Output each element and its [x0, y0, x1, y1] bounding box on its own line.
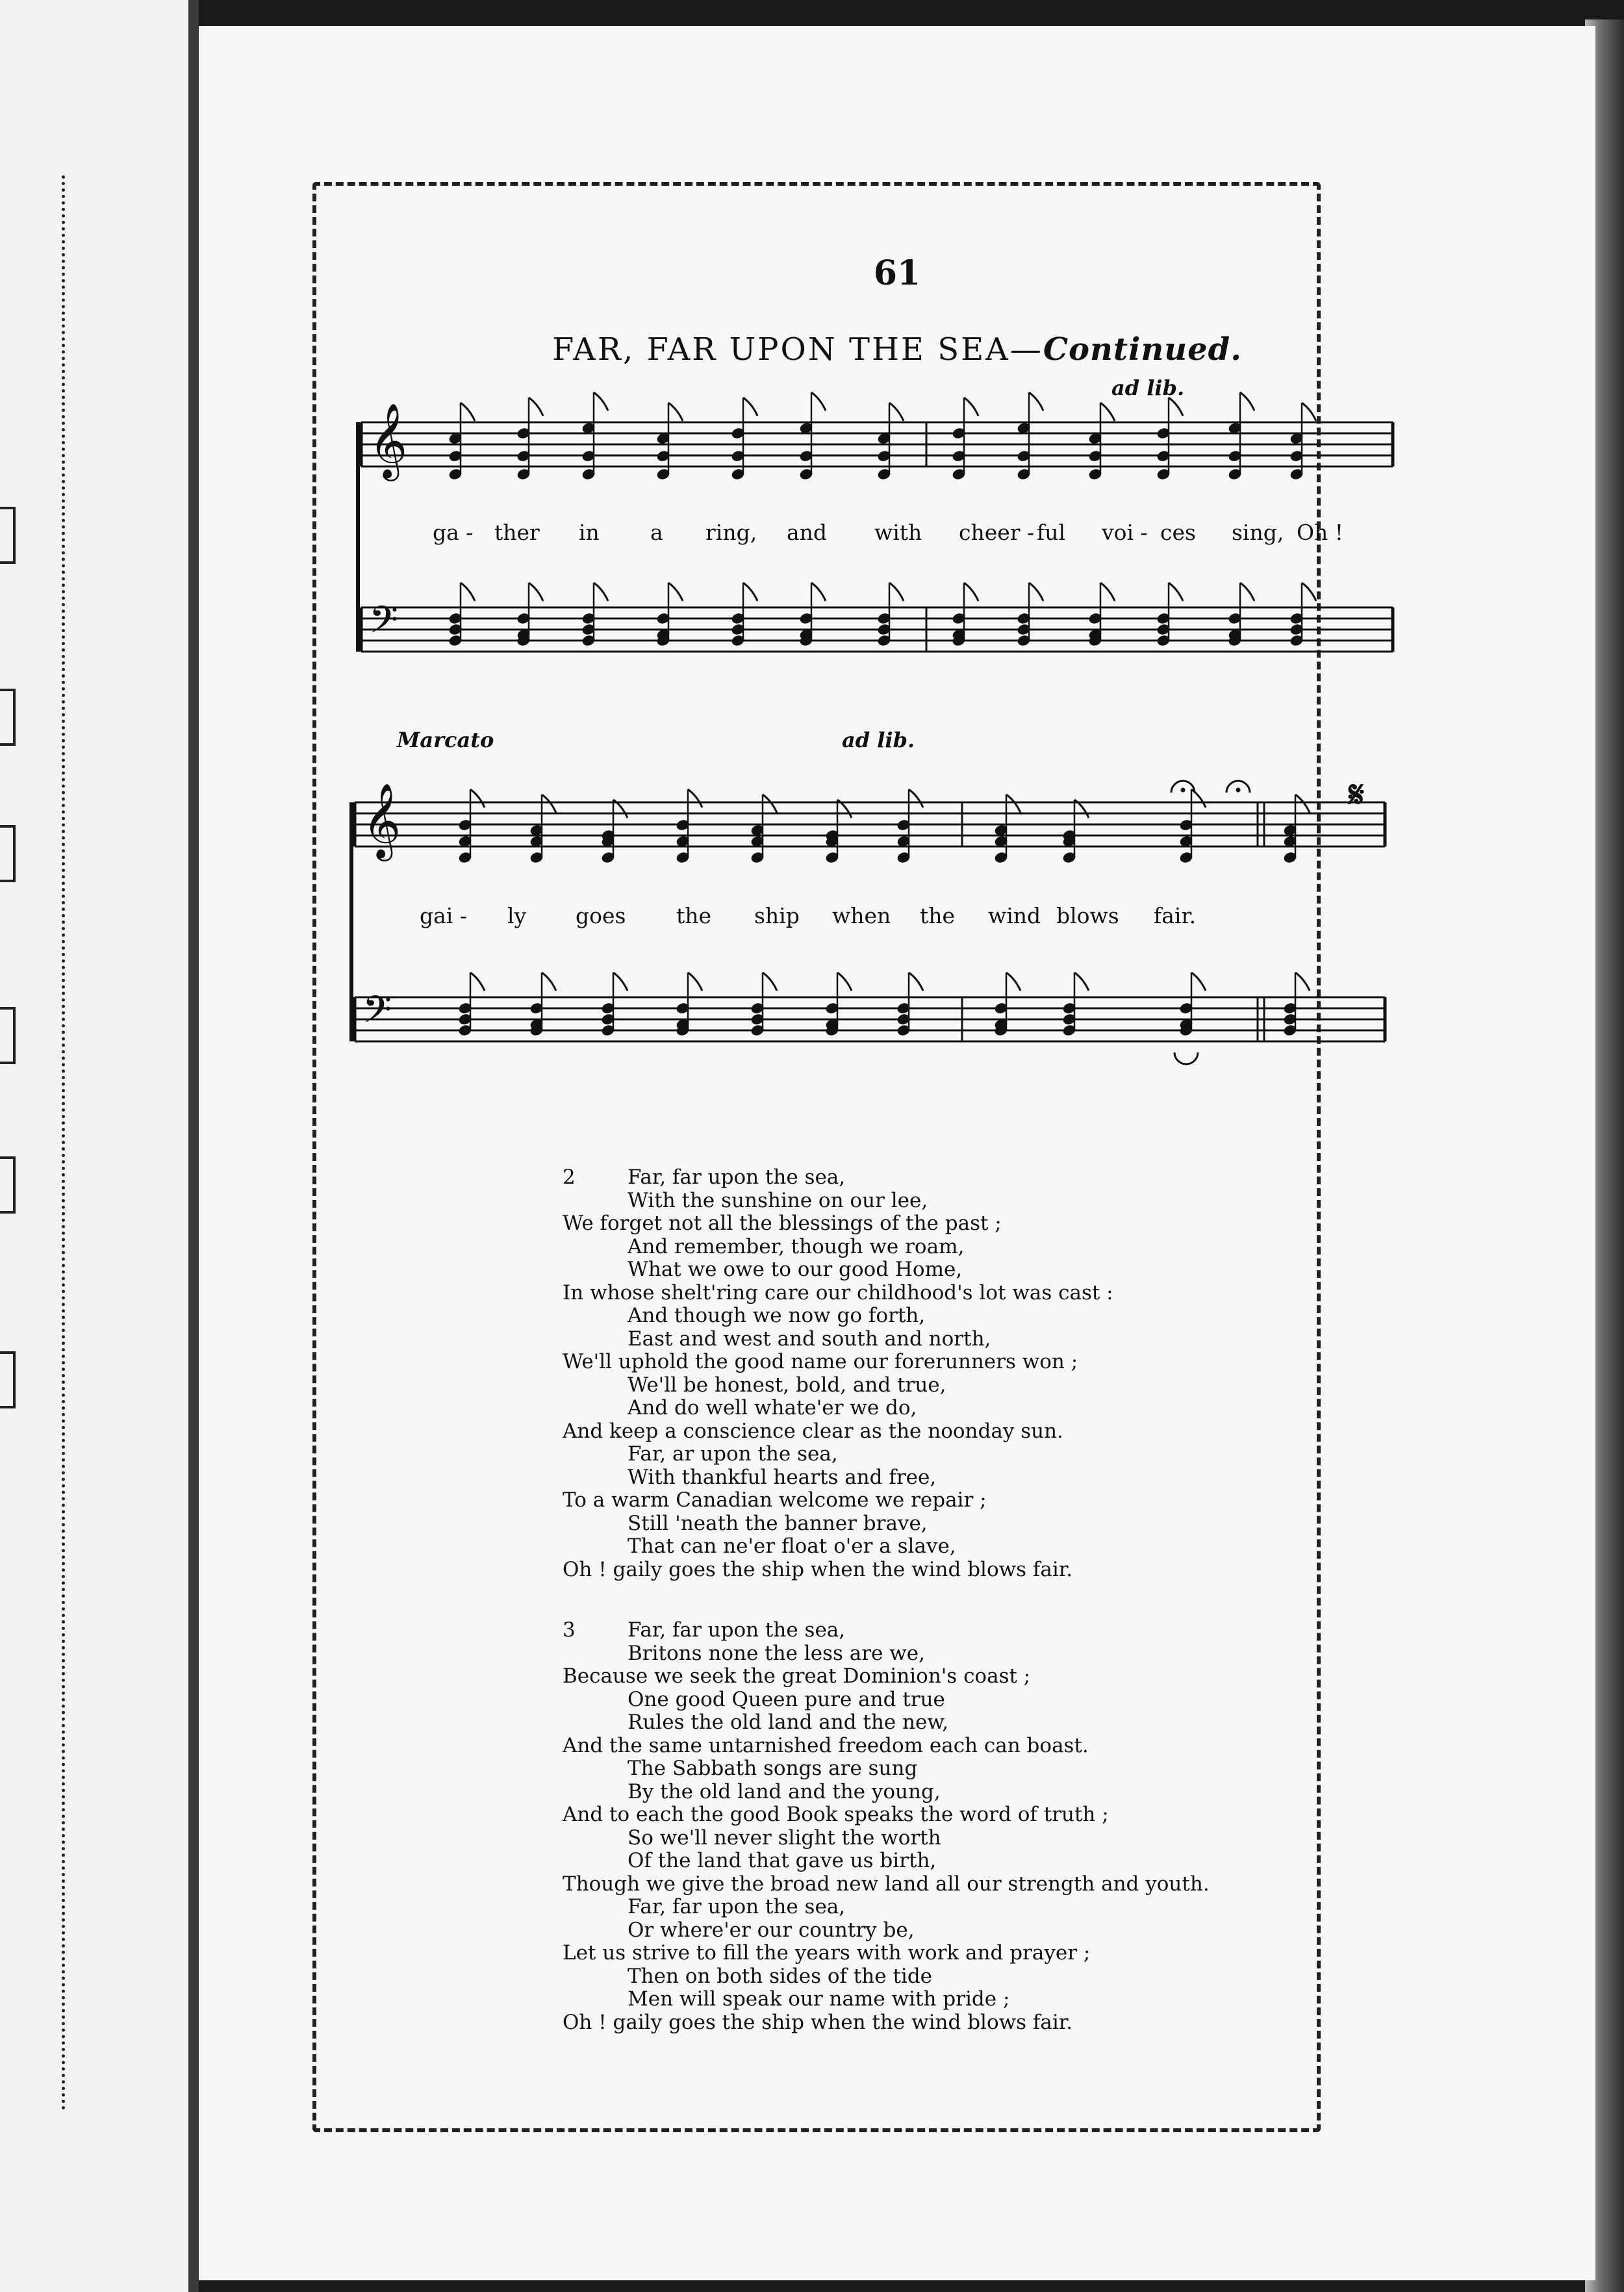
lyric-syllable: goes: [576, 903, 626, 928]
lyric-syllable: sing,: [1232, 520, 1284, 545]
verse-line: What we owe to our good Home,: [628, 1258, 963, 1281]
note-flag: [1191, 973, 1206, 991]
verse-line: And though we now go forth,: [628, 1304, 926, 1327]
note-flag: [1100, 583, 1115, 601]
facing-page-mark: [0, 1351, 16, 1408]
verse-line: Britons none the less are we,: [628, 1641, 925, 1665]
lyric-syllable: ring,: [705, 520, 757, 545]
verse-line: By the old land and the young,: [628, 1779, 941, 1803]
lyric-syllable: ga -: [433, 520, 474, 545]
note-flag: [688, 973, 702, 991]
facing-page-border: [0, 175, 65, 2111]
verses-text: [563, 1166, 1342, 2072]
note-flag: [1100, 403, 1115, 421]
verse-line: Far, far upon the sea,: [628, 1895, 846, 1918]
treble-clef-icon: 𝄞: [362, 782, 401, 858]
note-flag: [743, 583, 757, 601]
note-flag: [1302, 583, 1316, 601]
verse-line: Or where'er our country be,: [628, 1918, 915, 1942]
verse-line: And the same untarnished freedom each can boast.: [563, 1733, 1089, 1757]
lyric-syllable: ly: [507, 903, 527, 928]
verse-stanza: [563, 1166, 1342, 1581]
fermata-dot: [1181, 788, 1185, 792]
note-flag: [461, 403, 475, 421]
verse-line: That can ne'er float o'er a slave,: [628, 1534, 956, 1558]
verse-line: East and west and south and north,: [628, 1327, 991, 1351]
verse-line: Still 'neath the banner brave,: [628, 1511, 928, 1535]
verse-line: And keep a conscience clear as the noonday sun.: [563, 1419, 1063, 1443]
page-number: 61: [873, 253, 921, 293]
verse-line: Men will speak our name with pride ;: [628, 1987, 1010, 2011]
lyric-syllable: ces: [1160, 520, 1196, 545]
note-flag: [1191, 789, 1206, 808]
lyric-syllable: when: [832, 903, 891, 928]
title-dash: —: [1009, 331, 1043, 368]
verse-line: One good Queen pure and true: [628, 1687, 945, 1711]
verse-line: And do well whate'er we do,: [628, 1396, 917, 1420]
verse-line: Though we give the broad new land all our strength and youth.: [563, 1872, 1210, 1896]
verse-line: And remember, though we roam,: [628, 1234, 965, 1258]
note-flag: [1169, 583, 1183, 601]
lyric-syllable: blows: [1056, 903, 1119, 928]
note-flag: [542, 973, 556, 991]
note-flag: [529, 398, 543, 416]
verse-line: To a warm Canadian welcome we repair ;: [563, 1488, 987, 1512]
verse-line: Far, ar upon the sea,: [628, 1442, 838, 1466]
note-flag: [889, 403, 904, 421]
verse-line: With the sunshine on our lee,: [628, 1188, 928, 1212]
note-flag: [1029, 392, 1043, 411]
verse-line: We'll uphold the good name our forerunners won ;: [563, 1350, 1078, 1373]
note-flag: [1074, 973, 1089, 991]
note-flag: [1169, 398, 1183, 416]
verse-number: 2: [563, 1165, 576, 1189]
lyric-syllable: Oh !: [1297, 520, 1344, 545]
facing-page-edge: [0, 0, 192, 2292]
verse-line: Then on both sides of the tide: [628, 1964, 933, 1988]
verse-stanza: [563, 1619, 1342, 2034]
note-flag: [542, 795, 556, 813]
note-flag: [1240, 583, 1254, 601]
note-flag: [688, 789, 702, 808]
verse-line: Of the land that gave us birth,: [628, 1849, 937, 1872]
note-flag: [1240, 392, 1254, 411]
note-flag: [1006, 795, 1021, 813]
fermata-dot: [1236, 788, 1240, 792]
note-flag: [668, 583, 683, 601]
verse-line: Oh ! gaily goes the ship when the wind blows fair.: [563, 1557, 1073, 1581]
fermata-icon: [1174, 1052, 1198, 1064]
ad-lib-direction: ad lib.: [1111, 376, 1185, 400]
note-flag: [837, 973, 852, 991]
verse-line: And to each the good Book speaks the word of truth ;: [563, 1803, 1109, 1826]
note-flag: [909, 789, 923, 808]
facing-page-mark: [0, 1007, 16, 1064]
lyric-syllable: fair.: [1154, 903, 1197, 928]
lyric-syllable: ship: [754, 903, 800, 928]
title-main: FAR, FAR UPON THE SEA: [552, 331, 1010, 368]
note-flag: [461, 583, 475, 601]
note-flag: [1295, 973, 1310, 991]
note-flag: [470, 789, 485, 808]
note-flag: [529, 583, 543, 601]
segno-sign: 𝄋: [1349, 773, 1365, 816]
verse-line: 3 Far, far upon the sea,: [563, 1618, 846, 1642]
note-flag: [909, 973, 923, 991]
lyric-syllable: a: [650, 520, 663, 545]
facing-page-mark: [0, 1156, 16, 1214]
lyric-syllable: the: [676, 903, 712, 928]
note-flag: [811, 392, 826, 411]
note-flag: [763, 795, 777, 813]
facing-page-mark: [0, 507, 16, 564]
note-flag: [811, 583, 826, 601]
lyric-syllable: and: [787, 520, 828, 545]
treble-clef-icon: 𝄞: [369, 402, 408, 478]
note-flag: [1302, 403, 1316, 421]
lyric-syllable: in: [579, 520, 600, 545]
facing-page-mark: [0, 689, 16, 746]
verse-line: We'll be honest, bold, and true,: [628, 1373, 946, 1397]
note-flag: [1029, 583, 1043, 601]
note-flag: [763, 973, 777, 991]
lyric-syllable: gai -: [420, 903, 467, 928]
note-flag: [594, 583, 608, 601]
note-flag: [613, 973, 628, 991]
verse-line: With thankful hearts and free,: [628, 1465, 937, 1489]
staff-notation: [199, 26, 1595, 1130]
verse-number: 3: [563, 1618, 576, 1642]
verse-line: 2 Far, far upon the sea,: [563, 1165, 846, 1189]
verse-line: The Sabbath songs are sung: [628, 1757, 918, 1780]
verse-line: In whose shelt'ring care our childhood's lot was cast :: [563, 1280, 1113, 1305]
note-flag: [964, 583, 978, 601]
lyric-syllable: with: [874, 520, 922, 545]
lyric-syllable: voi -: [1102, 520, 1148, 545]
note-flag: [1006, 973, 1021, 991]
book-gutter: [188, 0, 199, 2292]
book-page: [199, 26, 1595, 2280]
note-flag: [470, 973, 485, 991]
bass-clef-icon: 𝄢: [362, 987, 392, 1041]
lyric-syllable: wind: [988, 903, 1041, 928]
verse-line: Because we seek the great Dominion's coast ;: [563, 1664, 1031, 1688]
note-flag: [964, 398, 978, 416]
note-flag: [668, 403, 683, 421]
note-flag: [889, 583, 904, 601]
title-continued: Continued.: [1043, 331, 1242, 368]
verse-line: Oh ! gaily goes the ship when the wind blows fair.: [563, 2010, 1073, 2034]
verse-line: Rules the old land and the new,: [628, 1711, 949, 1734]
lyric-syllable: ful: [1037, 520, 1066, 545]
verse-line: So we'll never slight the worth: [628, 1826, 941, 1850]
note-flag: [743, 398, 757, 416]
bass-clef-icon: 𝄢: [369, 598, 399, 651]
note-flag: [594, 392, 608, 411]
marcato-direction: Marcato: [397, 728, 494, 752]
lyric-syllable: ther: [494, 520, 540, 545]
lyric-syllable: the: [920, 903, 956, 928]
verse-line: We forget not all the blessings of the past ;: [563, 1212, 1002, 1235]
facing-page-mark: [0, 825, 16, 882]
note-flag: [1295, 795, 1310, 813]
lyric-syllable: cheer -: [959, 520, 1035, 545]
ad-lib-direction: ad lib.: [842, 728, 915, 752]
verse-line: Let us strive to fill the years with work and prayer ;: [563, 1941, 1091, 1965]
